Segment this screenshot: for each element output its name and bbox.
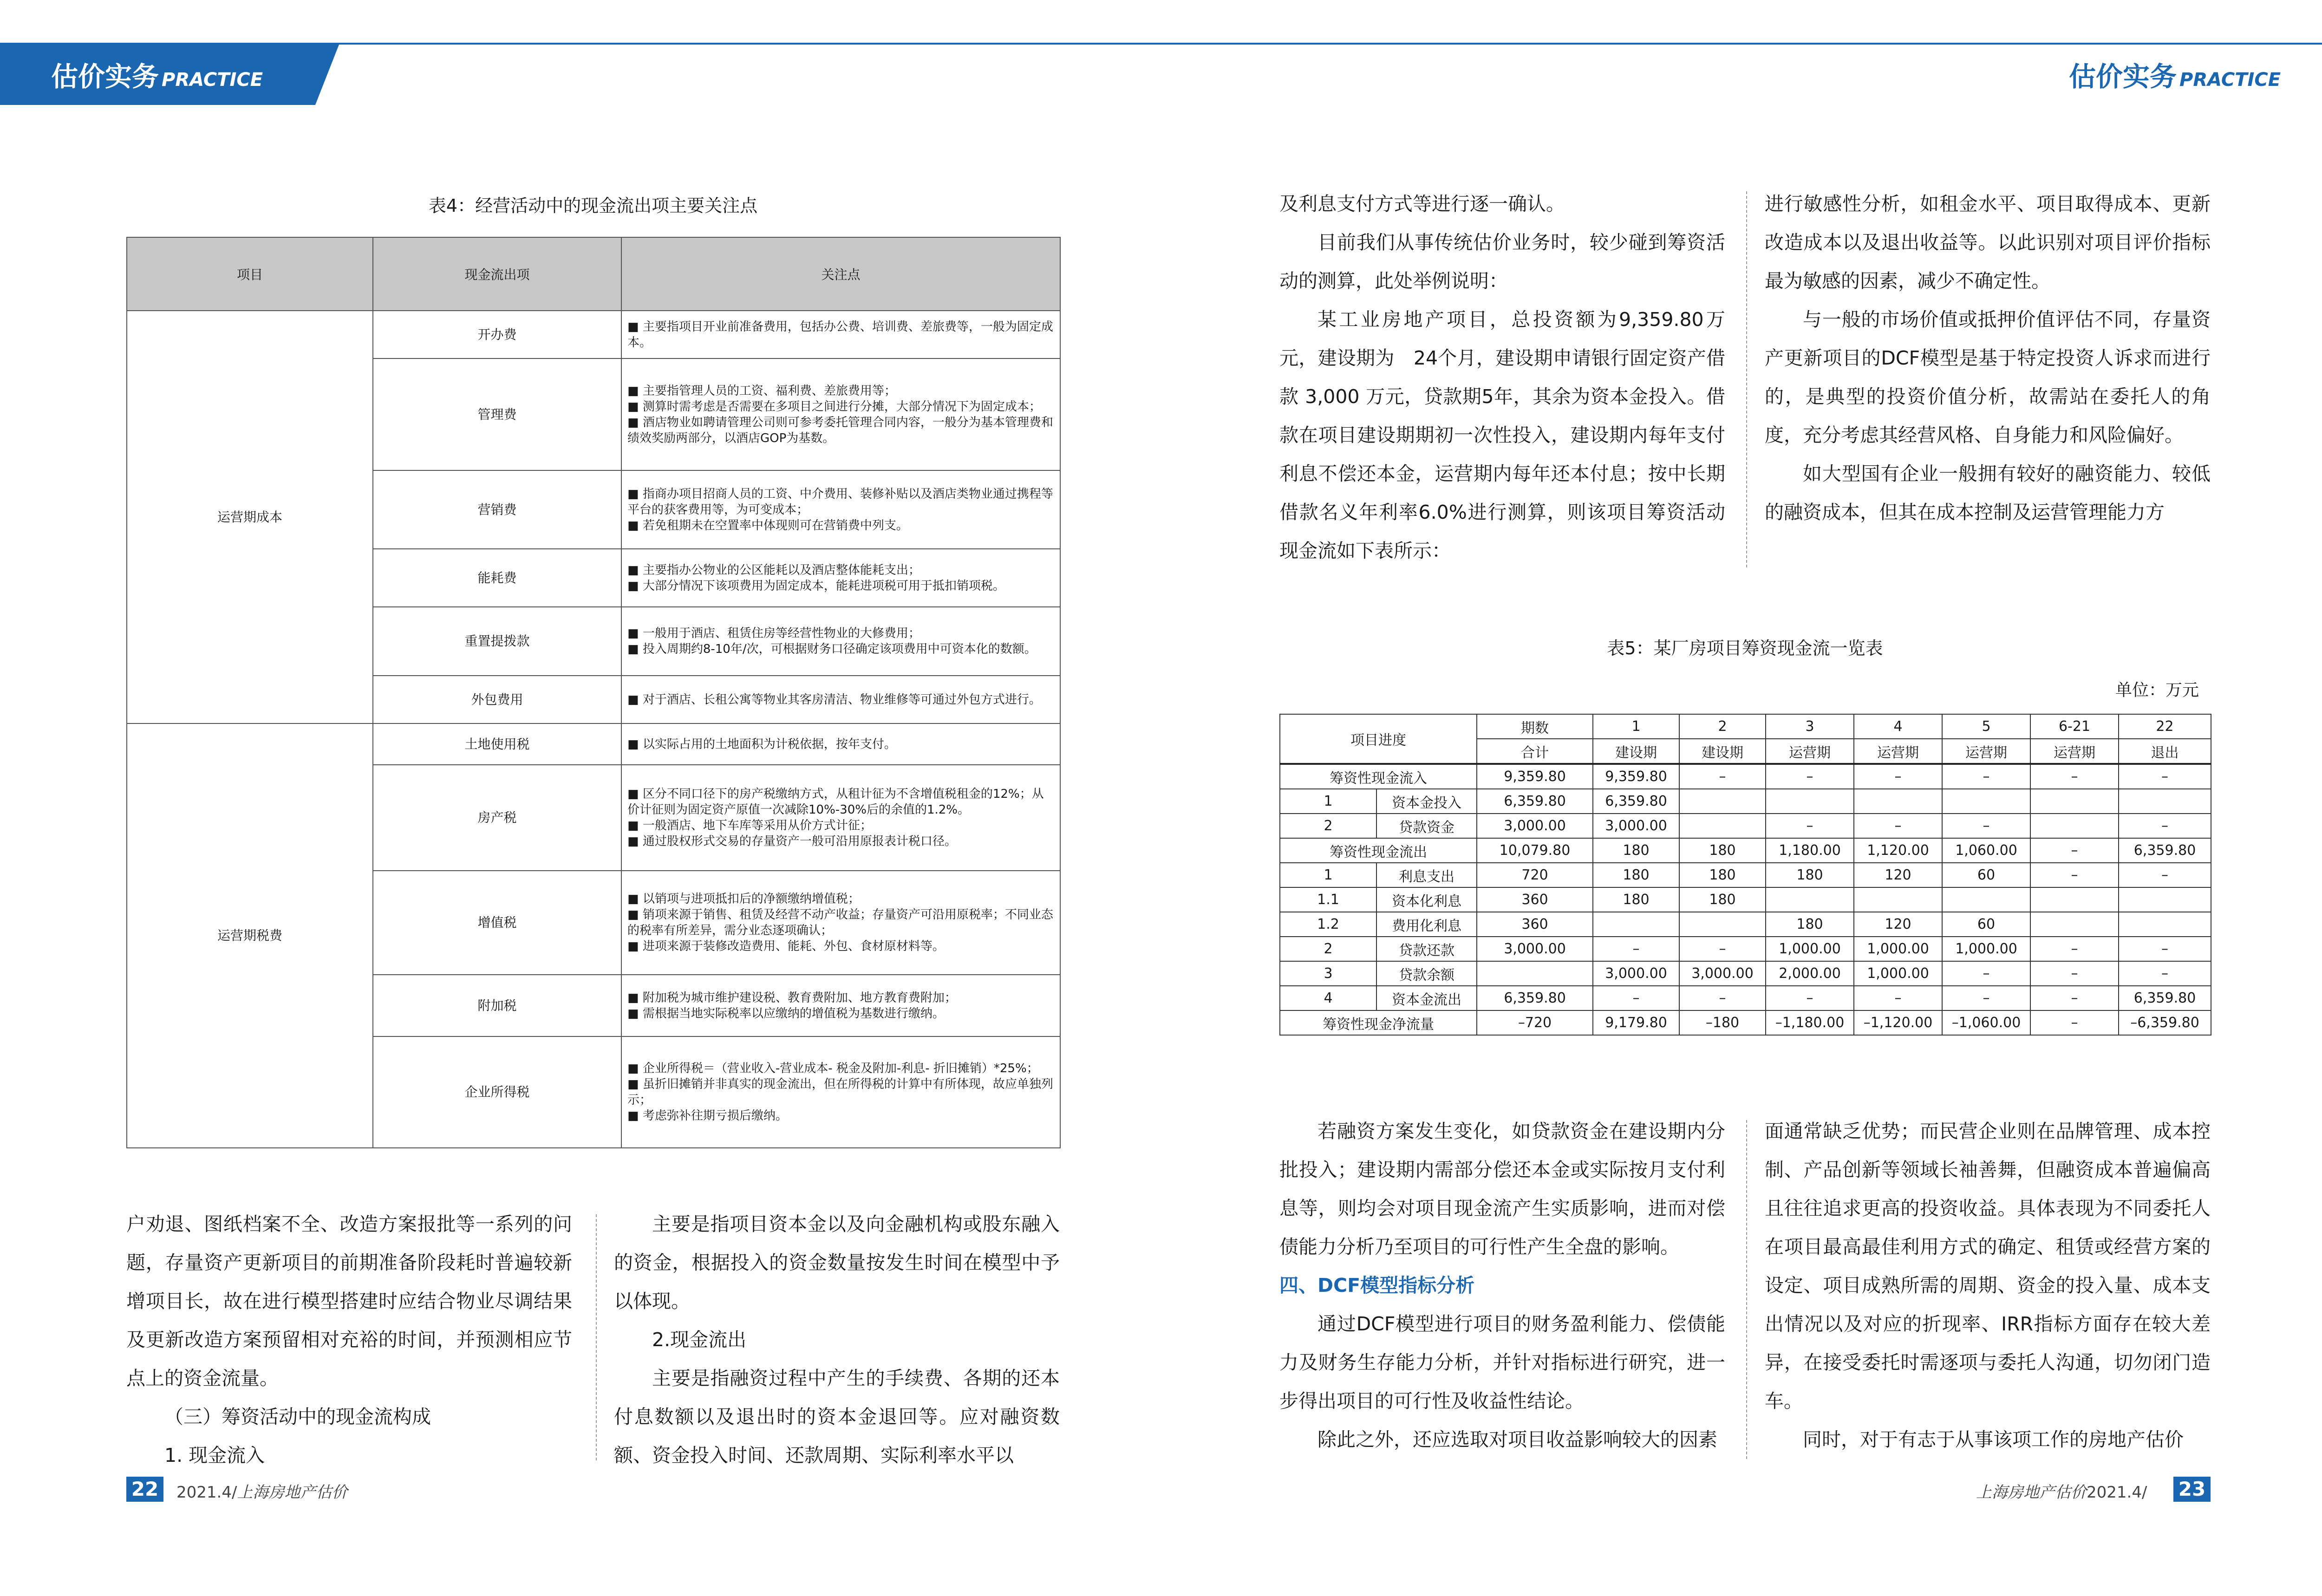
row-label: 资本化利息 — [1376, 887, 1477, 912]
row-label: 费用化利息 — [1376, 912, 1477, 937]
table5-period: 4 — [1854, 714, 1942, 739]
table-cell — [1854, 789, 1942, 814]
table-cell: –180 — [1679, 1010, 1766, 1035]
table5-phase: 运营期 — [1942, 739, 2030, 764]
header-right-title — [2069, 55, 2281, 94]
table-cell: –6,359.80 — [2119, 1010, 2211, 1035]
note-line: ■ 需根据当地实际税率以应缴纳的增值税为基数进行缴纳。 — [627, 1006, 945, 1021]
table-cell: 360 — [1477, 912, 1593, 937]
table-cell: 1,000.00 — [1942, 937, 2030, 961]
table-cell: – — [1679, 986, 1766, 1010]
table-cell — [1679, 912, 1766, 937]
row-number: 1.2 — [1280, 912, 1376, 937]
table-row — [127, 723, 1060, 765]
table5-period-row — [1280, 714, 2211, 739]
table4 — [126, 237, 1061, 1148]
table-cell — [1766, 789, 1854, 814]
subheading: 1. 现金流入 — [164, 1444, 265, 1466]
table-row — [1280, 838, 2211, 863]
table-cell: 2,000.00 — [1766, 961, 1854, 986]
header-right-en: PRACTICE — [2179, 69, 2281, 91]
page-number-left: 22 — [126, 1477, 163, 1502]
table-cell: – — [1942, 764, 2030, 789]
table-cell: 60 — [1942, 863, 2030, 887]
column-divider — [1746, 191, 1747, 567]
table-cell: 1,060.00 — [1942, 838, 2030, 863]
table4-notes — [621, 723, 1060, 765]
table4-item: 企业所得税 — [373, 1036, 621, 1148]
table5-body — [1280, 764, 2211, 1035]
table-cell: – — [2030, 986, 2119, 1010]
table-cell: 1,000.00 — [1854, 937, 1942, 961]
table5-period: 期数 — [1477, 714, 1593, 739]
paragraph: 同时，对于有志于从事该项工作的房地产估价 — [1803, 1428, 2184, 1451]
table4-caption: 表4：经营活动中的现金流出项主要关注点 — [428, 195, 758, 216]
paragraph: 除此之外，还应选取对项目收益影响较大的因素 — [1318, 1428, 1717, 1451]
row-label: 贷款资金 — [1376, 814, 1477, 838]
table-cell: 60 — [1942, 912, 2030, 937]
row-label: 贷款还款 — [1376, 937, 1477, 961]
table-cell — [2119, 887, 2211, 912]
table-cell: – — [2030, 838, 2119, 863]
table4-header-row — [127, 237, 1060, 311]
subheading: 2.现金流出 — [652, 1329, 747, 1351]
table-cell: – — [1854, 986, 1942, 1010]
table-cell: – — [1942, 814, 2030, 838]
table-cell: – — [2119, 863, 2211, 887]
table-cell: 9,179.80 — [1593, 1010, 1679, 1035]
table-cell: 3,000.00 — [1477, 814, 1593, 838]
table-cell — [1593, 912, 1679, 937]
table-cell: – — [1766, 764, 1854, 789]
table-cell: –720 — [1477, 1010, 1593, 1035]
table-cell: 3,000.00 — [1593, 814, 1679, 838]
table-cell: – — [1854, 764, 1942, 789]
table-cell: – — [2119, 814, 2211, 838]
table-row — [1280, 986, 2211, 1010]
table4-notes — [621, 975, 1060, 1036]
note-line: ■ 以实际占用的土地面积为计税依据，按年支付。 — [627, 737, 896, 751]
paragraph: 进行敏感性分析，如租金水平、项目取得成本、更新改造成本以及退出收益等。以此识别对项目评价指标最为敏感的因素，减少不确定性。 — [1765, 193, 2211, 292]
table-row — [1280, 764, 2211, 789]
table-cell — [2119, 789, 2211, 814]
table-cell: 180 — [1593, 887, 1679, 912]
table-cell: 3,000.00 — [1593, 961, 1679, 986]
table5-period: 22 — [2119, 714, 2211, 739]
note-line: ■ 投入周期约8-10年/次，可根据财务口径确定该项费用中可资本化的数额。 — [627, 642, 1037, 656]
note-line: ■ 考虑弥补往期亏损后缴纳。 — [627, 1109, 788, 1123]
paragraph: 主要是指项目资本金以及向金融机构或股东融入的资金，根据投入的资金数量按发生时间在模型中予以体现。 — [614, 1213, 1060, 1312]
paragraph: 通过DCF模型进行项目的财务盈利能力、偿债能力及财务生存能力分析，并针对指标进行研究，进一步得出项目的可行性及收益性结论。 — [1279, 1313, 1725, 1412]
table4-notes — [621, 871, 1060, 975]
table4-header-focus: 关注点 — [621, 237, 1060, 311]
table-cell: 6,359.80 — [2119, 838, 2211, 863]
table-cell: –1,180.00 — [1766, 1010, 1854, 1035]
right-bottom-column-1 — [1279, 1112, 1725, 1459]
table4-notes — [621, 1036, 1060, 1148]
table4-item: 房产税 — [373, 765, 621, 871]
table-cell: – — [1942, 986, 2030, 1010]
paragraph: 与一般的市场价值或抵押价值评估不同，存量资产更新项目的DCF模型是基于特定投资人诉求而进行的，是典型的投资价值分析，故需站在委托人的角度，充分考虑其经营风格、自身能力和风险偏好。 — [1765, 308, 2211, 446]
table-cell: 180 — [1679, 838, 1766, 863]
table-cell: – — [1679, 764, 1766, 789]
right-top-column-2 — [1765, 185, 2211, 532]
footer-right — [1976, 1479, 2147, 1502]
table5-period: 6-21 — [2030, 714, 2119, 739]
column-divider — [596, 1214, 597, 1460]
right-top-column-1 — [1279, 185, 1725, 570]
table-cell: 720 — [1477, 863, 1593, 887]
footer-issue: 2021.4/ — [176, 1483, 237, 1502]
table-cell: – — [1766, 986, 1854, 1010]
table-cell: 6,359.80 — [2119, 986, 2211, 1010]
table4-item: 能耗费 — [373, 549, 621, 607]
row-number: 4 — [1280, 986, 1376, 1010]
table-cell: – — [1766, 814, 1854, 838]
row-label: 贷款余额 — [1376, 961, 1477, 986]
note-line: ■ 指商办项目招商人员的工资、中介费用、装修补贴以及酒店类物业通过携程等平台的获客费用等，为可变成本； — [627, 487, 1053, 517]
table-cell: – — [2030, 937, 2119, 961]
paragraph: 某工业房地产项目，总投资额为9,359.80万元，建设期为 24个月，建设期申请银行固定资产借款 3,000 万元，贷款期5年，其余为资本金投入。借款在项目建设期期初一次性投入，建设期内每年支付利息不偿还本金，运营期内每年还本付息；按中长期借款名义年利率6.0%进行测算，则该项目筹资活动现金流如下表所示： — [1279, 308, 1725, 562]
paragraph: 如大型国有企业一般拥有较好的融资能力、较低的融资成本，但其在成本控制及运营管理能力方 — [1765, 463, 2211, 523]
table-cell: – — [1593, 986, 1679, 1010]
paragraph: 户劝退、图纸档案不全、改造方案报批等一系列的问题，存量资产更新项目的前期准备阶段耗时普遍较新增项目长，故在进行模型搭建时应结合物业尽调结果及更新改造方案预留相对充裕的时间，并预测相应节点上的资金流量。 — [126, 1213, 572, 1389]
footer-left — [176, 1479, 347, 1502]
table4-group-cost: 运营期成本 — [127, 311, 373, 723]
table-cell: 6,359.80 — [1477, 986, 1593, 1010]
note-line: ■ 一般用于酒店、租赁住房等经营性物业的大修费用； — [627, 626, 920, 640]
note-line: ■ 酒店物业如聘请管理公司则可参考委托管理合同内容，一般分为基本管理费和绩效奖励两部分，以酒店GOP为基数。 — [627, 415, 1053, 445]
table-cell — [1854, 887, 1942, 912]
table-cell: – — [2119, 961, 2211, 986]
table-cell: – — [2030, 1010, 2119, 1035]
column-divider — [1746, 1120, 1747, 1459]
table-cell: –1,120.00 — [1854, 1010, 1942, 1035]
table5-period: 2 — [1679, 714, 1766, 739]
table5-phase: 运营期 — [2030, 739, 2119, 764]
table5-phase: 建设期 — [1593, 739, 1679, 764]
row-number: 1.1 — [1280, 887, 1376, 912]
table5-phase: 运营期 — [1854, 739, 1942, 764]
subheading: （三）筹资活动中的现金流构成 — [164, 1406, 431, 1428]
row-label: 资本金投入 — [1376, 789, 1477, 814]
table5-period: 5 — [1942, 714, 2030, 739]
footer-issue: 2021.4/ — [2087, 1483, 2147, 1502]
table-cell: 9,359.80 — [1477, 764, 1593, 789]
table-cell: 180 — [1766, 912, 1854, 937]
table4-notes — [621, 358, 1060, 470]
table-cell: – — [2030, 961, 2119, 986]
header-left-en: PRACTICE — [162, 69, 263, 91]
table-row — [1280, 961, 2211, 986]
table-row — [127, 311, 1060, 358]
paragraph: 面通常缺乏优势；而民营企业则在品牌管理、成本控制、产品创新等领域长袖善舞，但融资成本普遍偏高且往往追求更高的投资收益。具体表现为不同委托人在项目最高最佳利用方式的确定、租赁或经营方案的设定、项目成熟所需的周期、资金的投入量、成本支出情况以及对应的折现率、IRR指标方面存在较大差异，在接受委托时需逐项与委托人沟通，切勿闭门造车。 — [1765, 1120, 2211, 1412]
table5-caption: 表5：某厂房项目筹资现金流一览表 — [1607, 638, 1883, 658]
table-cell: 180 — [1766, 863, 1854, 887]
table5-phase: 合计 — [1477, 739, 1593, 764]
table4-notes — [621, 607, 1060, 676]
note-line: ■ 主要指办公物业的公区能耗以及酒店整体能耗支出； — [627, 563, 920, 577]
table-cell — [2030, 814, 2119, 838]
table5-phase: 运营期 — [1766, 739, 1854, 764]
table-cell — [2119, 912, 2211, 937]
table-cell — [1679, 789, 1766, 814]
table-row — [1280, 863, 2211, 887]
row-number: 1 — [1280, 789, 1376, 814]
row-number: 1 — [1280, 863, 1376, 887]
table-row — [1280, 887, 2211, 912]
table4-item: 重置提拨款 — [373, 607, 621, 676]
table-cell: –1,060.00 — [1942, 1010, 2030, 1035]
table-cell: 120 — [1854, 912, 1942, 937]
table4-item: 开办费 — [373, 311, 621, 358]
table4-item: 土地使用税 — [373, 723, 621, 765]
table-cell: 6,359.80 — [1477, 789, 1593, 814]
table-cell: – — [1679, 937, 1766, 961]
table5-period: 1 — [1593, 714, 1679, 739]
row-label: 筹资性现金流入 — [1280, 764, 1477, 789]
table-cell — [1679, 814, 1766, 838]
row-number: 2 — [1280, 814, 1376, 838]
note-line: ■ 附加税为城市维护建设税、教育费附加、地方教育费附加； — [627, 990, 957, 1005]
note-line: ■ 进项来源于装修改造费用、能耗、外包、食材原材料等。 — [627, 939, 945, 953]
table-cell: 1,120.00 — [1854, 838, 1942, 863]
table-cell: 1,000.00 — [1854, 961, 1942, 986]
table4-item: 营销费 — [373, 470, 621, 549]
note-line: ■ 以销项与进项抵扣后的净额缴纳增值税； — [627, 892, 860, 906]
row-number: 3 — [1280, 961, 1376, 986]
table5-unit: 单位：万元 — [2115, 681, 2199, 700]
header-right-zh: 估价实务 — [2069, 61, 2177, 92]
table-cell: 3,000.00 — [1477, 937, 1593, 961]
table4-header-outflow: 现金流出项 — [373, 237, 621, 311]
table-cell — [1942, 789, 2030, 814]
magazine-logo: 上海房地产估价 — [1976, 1483, 2087, 1502]
table-cell — [1942, 887, 2030, 912]
table-cell: – — [2030, 764, 2119, 789]
note-line: ■ 主要指管理人员的工资、福利费、差旅费用等； — [627, 384, 896, 398]
note-line: ■ 虽折旧摊销并非真实的现金流出，但在所得税的计算中有所体现，故应单独列示； — [627, 1077, 1053, 1107]
table4-group-tax: 运营期税费 — [127, 723, 373, 1148]
note-line: ■ 测算时需考虑是否需要在多项目之间进行分摊，大部分情况下为固定成本； — [627, 399, 1041, 414]
table5-head-label: 项目进度 — [1280, 714, 1477, 764]
table-cell: 6,359.80 — [1593, 789, 1679, 814]
table4-item: 管理费 — [373, 358, 621, 470]
table4-notes — [621, 470, 1060, 549]
table-cell: – — [2030, 863, 2119, 887]
header-left-zh: 估价实务 — [51, 61, 159, 92]
table-cell: 180 — [1679, 887, 1766, 912]
note-line: ■ 一般酒店、地下车库等采用从价方式计征； — [627, 819, 872, 833]
table4-item: 外包费用 — [373, 676, 621, 723]
table-cell: 180 — [1593, 863, 1679, 887]
note-line: ■ 对于酒店、长租公寓等物业其客房清洁、物业维修等可通过外包方式进行。 — [627, 692, 1041, 707]
table-row — [1280, 1010, 2211, 1035]
table-row — [1280, 814, 2211, 838]
table-row — [1280, 789, 2211, 814]
table4-header-item: 项目 — [127, 237, 373, 311]
paragraph: 主要是指融资过程中产生的手续费、各期的还本付息数额以及退出时的资本金退回等。应对融资数额、资金投入时间、还款周期、实际利率水平以 — [614, 1367, 1060, 1466]
row-label: 资本金流出 — [1376, 986, 1477, 1010]
note-line: ■ 区分不同口径下的房产税缴纳方式，从租计征为不含增值税租金的12%；从价计征则为固定资产原值一次减除10%-30%后的余值的1.2%。 — [627, 787, 1044, 817]
note-line: ■ 销项来源于销售、租赁及经营不动产收益；存量资产可沿用原税率；不同业态的税率有所差异，需分业态逐项确认； — [627, 908, 1053, 938]
row-label: 筹资性现金流出 — [1280, 838, 1477, 863]
header-rule — [0, 43, 2322, 45]
left-column-1 — [126, 1205, 572, 1475]
section-heading: 四、DCF模型指标分析 — [1279, 1274, 1475, 1296]
table-cell: 180 — [1593, 838, 1679, 863]
table4-notes — [621, 311, 1060, 358]
table-row — [1280, 912, 2211, 937]
table-row — [1280, 937, 2211, 961]
note-line: ■ 主要指项目开业前准备费用，包括办公费、培训费、差旅费等，一般为固定成本。 — [627, 319, 1053, 350]
table-cell: 360 — [1477, 887, 1593, 912]
paragraph: 若融资方案发生变化，如贷款资金在建设期内分批投入；建设期内需部分偿还本金或实际按月支付利息等，则均会对项目现金流产生实质影响，进而对偿债能力分析乃至项目的可行性产生全盘的影响。 — [1279, 1120, 1725, 1258]
row-number: 2 — [1280, 937, 1376, 961]
table5-period: 3 — [1766, 714, 1854, 739]
table-cell: 3,000.00 — [1679, 961, 1766, 986]
table5 — [1279, 714, 2211, 1036]
note-line: ■ 通过股权形式交易的存量资产一般可沿用原报表计税口径。 — [627, 834, 957, 848]
table-cell: 120 — [1854, 863, 1942, 887]
header-left-title — [51, 55, 263, 94]
table4-notes — [621, 765, 1060, 871]
row-label: 筹资性现金净流量 — [1280, 1010, 1477, 1035]
paragraph: 目前我们从事传统估价业务时，较少碰到筹资活动的测算，此处举例说明： — [1279, 231, 1725, 292]
table-cell: 180 — [1679, 863, 1766, 887]
table4-item: 增值税 — [373, 871, 621, 975]
left-column-2 — [614, 1205, 1060, 1475]
table-cell — [2030, 912, 2119, 937]
table4-notes — [621, 549, 1060, 607]
table-cell: 10,079.80 — [1477, 838, 1593, 863]
magazine-logo: 上海房地产估价 — [237, 1483, 348, 1502]
page-number-right: 23 — [2173, 1477, 2211, 1502]
table-cell: 9,359.80 — [1593, 764, 1679, 789]
table-cell — [1477, 961, 1593, 986]
table-cell: 1,180.00 — [1766, 838, 1854, 863]
table-cell — [2030, 887, 2119, 912]
table5-phase: 建设期 — [1679, 739, 1766, 764]
table-cell — [2030, 789, 2119, 814]
table-cell: – — [2119, 764, 2211, 789]
note-line: ■ 若免租期未在空置率中体现则可在营销费中列支。 — [627, 518, 908, 533]
row-label: 利息支出 — [1376, 863, 1477, 887]
right-bottom-column-2 — [1765, 1112, 2211, 1459]
table-cell: – — [1854, 814, 1942, 838]
table-cell — [1766, 887, 1854, 912]
table4-notes — [621, 676, 1060, 723]
table5-phase: 退出 — [2119, 739, 2211, 764]
table-cell: 1,000.00 — [1766, 937, 1854, 961]
table-cell: – — [1593, 937, 1679, 961]
table-cell: – — [2119, 937, 2211, 961]
note-line: ■ 大部分情况下该项费用为固定成本，能耗进项税可用于抵扣销项税。 — [627, 579, 1005, 593]
paragraph: 及利息支付方式等进行逐一确认。 — [1279, 193, 1565, 215]
table4-item: 附加税 — [373, 975, 621, 1036]
note-line: ■ 企业所得税＝（营业收入-营业成本- 税金及附加-利息- 折旧摊销）*25%； — [627, 1062, 1039, 1075]
table-cell: – — [1942, 961, 2030, 986]
